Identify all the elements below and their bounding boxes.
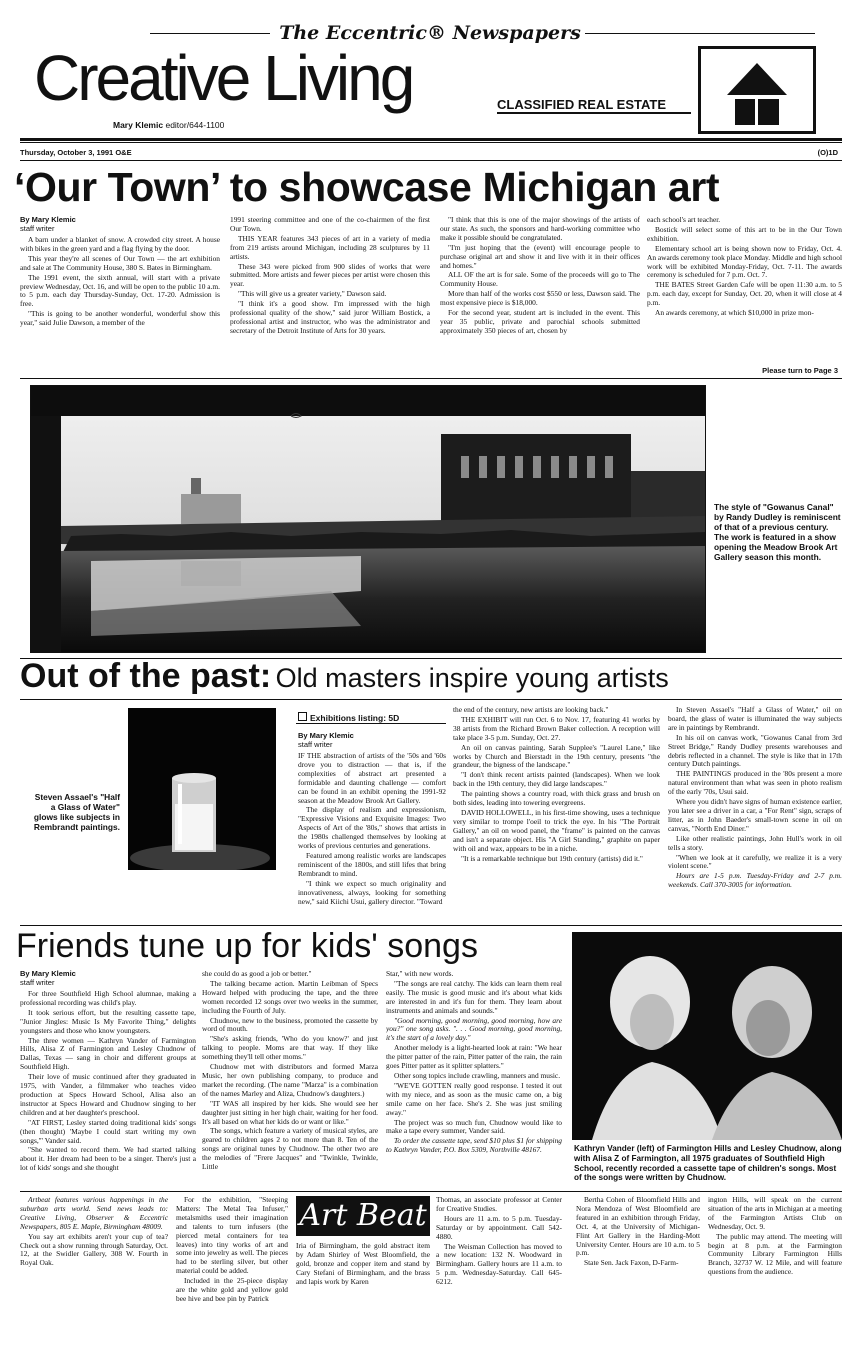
friends-p: "The songs are real catchy. The kids can learn them real easily. The music is good music and it's about what kids are interested in and it's fun for them. They learn about instruments and animals and sounds.": [386, 978, 562, 1015]
past-p: Where you didn't have signs of human existence earlier, you later see a driver in a car, a "For Rent" sign, scraps of litter, as in John Baeder's small-town scene in oil on canvas, "North End Diner.": [668, 797, 842, 833]
friends-col-3: [386, 970, 562, 1188]
past-p: The painting shows a country road, with thick grass and brush on both sides, leading into towering evergreens.: [453, 789, 660, 808]
friends-photo: [572, 932, 842, 1140]
friends-author: By Mary Klemic: [20, 970, 76, 978]
friends-p: she could do as good a job or better.": [202, 970, 312, 978]
friends-p: "AT FIRST, Lesley started doing traditional kids' songs (then thought) 'Maybe I could start writing my own songs,'" Vander said.: [20, 1117, 196, 1145]
lead-author-role: staff writer: [20, 223, 55, 233]
past-p: DAVID HOLLOWELL, in his first-time showing, uses a technique very similar to trompe l'oeil to trick the eye. In his "The Portrait Gallery," an oil on wood panel, the "frame" is painted on the canvas and isn't a separate object. His "A Girl Standing," graphite on paper with oil and wax, appears to be in a niche.: [453, 807, 660, 853]
past-author: By Mary Klemic: [298, 732, 354, 740]
past-p: An oil on canvas painting, Sarah Supplee's "Laurel Lane," like works by Church and Bierstadt in the 19th century, presents "the grandeur, the bigness of the landscape.": [453, 742, 660, 770]
editor-name: Mary Klemic: [113, 120, 164, 130]
friends-p: Their love of music continued after they graduated in 1975, with Vander, a filmmaker who teaches video production at Specs Howard School, Alisa also an instructor at Specs Howard and Chudnow singing to her children and at her daughter's preschool.: [20, 1072, 196, 1117]
lead-jump-link[interactable]: Please turn to Page 3: [762, 366, 838, 375]
friends-p: The songs, which feature a variety of musical styles, are geared to children ages 2 to not more than 8. Ten of the songs are original tunes by Chudnow. The other two are the melodies of "Frere Jacques" and "Twinkle, Twinkle, Little: [202, 1126, 378, 1172]
friends-p: Other song topics include crawling, manners and music.: [394, 1070, 561, 1080]
lead-p: These 343 were picked from 900 slides of works that were submitted. More artists and fewer pieces per artist were chosen this year.: [230, 261, 430, 289]
lead-author: By Mary Klemic: [20, 216, 76, 224]
friends-p: It took serious effort, but the resulting cassette tape, "Junior Jingles: Music Is My Favorite Thing," delights youngsters and those who know youngsters.: [20, 1007, 196, 1035]
past-p: Like other realistic paintings, John Hull's work in oil tells a story.: [668, 833, 842, 852]
past-p: "It is a remarkable technique but 19th century (artists) did it.": [461, 853, 643, 863]
classified-label: CLASSIFIED REAL ESTATE: [497, 97, 691, 114]
lead-p: Bostick will select some of this art to be in the Our Town exhibition.: [647, 224, 842, 243]
lead-p: "I'm just hoping that the (event) will encourage people to purchase original art and show it and live with it in their offices and homes.": [440, 242, 640, 270]
artbeat-col-3: [296, 1242, 430, 1336]
artbeat-logo: Art Beat: [296, 1196, 430, 1236]
artbeat-p: Bertha Cohen of Bloomfield Hills and Nora Mendoza of West Bloomfield are featured in an exhibition through Friday, Oct. 4, at the University of Michigan-Flint Art Gallery in the Harding-Mott University Center. Hours are 10 a.m. to 5 p.m.: [576, 1196, 700, 1258]
past-p: the end of the century, new artists are looking back.": [453, 706, 609, 714]
friends-p: "WE'VE GOTTEN really good response. I tested it out with my niece, and as soon as the music came on, a big smile came on her face. She's 2. She was just smiling away.": [386, 1080, 562, 1117]
lead-p: Elementary school art is being shown now to Friday, Oct. 4. An awards ceremony took place Monday. Middle and high school work will be exhibited Monday-Friday, Oct. 7-11. The awards ceremony is scheduled for 7 p.m. Oct. 7.: [647, 243, 842, 280]
artbeat-p: State Sen. Jack Faxon, D-Farm-: [584, 1258, 679, 1268]
lead-col-2: [230, 216, 430, 378]
lead-col-1: [20, 216, 220, 378]
past-headline-rest: Old masters inspire young artists: [275, 663, 669, 693]
lead-p: 1991 steering committee and one of the co-chairmen of the first Our Town.: [230, 216, 430, 233]
friends-p: "She's asking friends, 'Who do you know?' and just talking to people. Moms are that way. If they like something they'll tell other moms.": [202, 1034, 378, 1062]
lead-p: This year they're all scenes of Our Town — the art exhibition and sale at The Community House, 380 S. Bates in Birmingham.: [20, 253, 220, 272]
past-col-3: [668, 706, 842, 920]
past-p: In his oil on canvas work, "Gowanus Canal from 3rd Street Bridge," Randy Dudley presents warehouses and debris reflected in a channel. The style is like that in 17th century Dutch paintings.: [668, 732, 842, 769]
friends-p: Chudnow met with distributors and formed Marza Music, her own publishing company, to produce and market the recording. (The name "Marza" is a combination of the names Marley and Aliza, Chudnow's daughters.): [202, 1062, 378, 1098]
editor-phone: editor/644-1100: [165, 120, 225, 130]
lead-p: each school's art teacher.: [647, 216, 721, 224]
lead-p: "I think that this is one of the major showings of the artists of our state. As such, the sponsors and hard-working committee who make it possible should be congratulated.: [440, 216, 640, 242]
lead-col-3: [440, 216, 640, 378]
issue-date: Thursday, October 3, 1991 O&E: [20, 148, 132, 157]
artbeat-intro: Artbeat features various happenings in the suburban arts world. Send news leads to: Creative Living, Observer & Eccentric Newspapers, 805 E. Maple, Birmingham 48009.: [20, 1196, 168, 1231]
artbeat-col-4: [436, 1196, 562, 1336]
lead-p: ALL OF the art is for sale. Some of the proceeds will go to The Community House.: [440, 270, 640, 289]
friends-p: Star," with new words.: [386, 970, 454, 978]
friends-p: For three Southfield High School alumnae, making a professional recording was child's play.: [20, 989, 196, 1007]
friends-p: Another melody is a light-hearted look at rain: "We hear the pitter patter of the rain, Pitter patter of the rain, the rain goes Pitter patter as it splitter splatters.": [386, 1043, 562, 1071]
past-p: "When we look at it carefully, we realize it is a very violent scene.": [668, 852, 842, 871]
past-p: "I don't think recent artists painted (landscapes). When we look back in the 19th century, they did large landscapes.": [453, 770, 660, 789]
lead-p: More than half of the works cost $550 or less, Dawson said. The most expensive piece is $18,000.: [440, 289, 640, 308]
past-p: In Steven Assael's "Half a Glass of Water," oil on board, the glass of water is illuminated the way subjects are in paintings by Rembrandt.: [668, 706, 842, 732]
friends-headline: Friends tune up for kids' songs: [16, 927, 478, 965]
lead-p: THIS YEAR features 343 pieces of art in a variety of media from 219 artists around Michigan, including 28 sculptures by 11 artists.: [230, 233, 430, 261]
lead-p: A barn under a blanket of snow. A crowded city street. A house with bikes in the green yard and a flag flying by the door.: [20, 235, 220, 253]
lead-headline: ‘Our Town’ to showcase Michigan art: [14, 164, 720, 210]
friends-p: The three women — Kathryn Vander of Farmington Hills, Alisa Z of Farmington and Lesley Chudnow of Dallas, Texas — sang in choir and different groups at Southfield High.: [20, 1035, 196, 1072]
checkbox-icon: [298, 712, 307, 721]
house-icon: [701, 49, 813, 131]
friends-caption: Kathryn Vander (left) of Farmington Hills and Lesley Chudnow, along with Alisa Z of Farmington, all 1975 graduates of Southfield High School, recently recorded a cassette tape of children's songs. Most of the songs were written by Chudnow.: [574, 1144, 842, 1183]
friends-p: The project was so much fun, Chudnow would like to make a tape every summer, Vander said.: [386, 1117, 562, 1136]
lead-col-4: [647, 216, 842, 366]
lead-p: THE BATES Street Garden Cafe will be open 11:30 a.m. to 5 p.m. each day, except for Sunday, Oct. 20, when it will close at 4 p.m.: [647, 280, 842, 308]
past-hours: Hours are 1-5 p.m. Tuesday-Friday and 2-7 p.m. weekends. Call 370-3005 for information.: [668, 871, 842, 890]
artbeat-col-6: [708, 1196, 842, 1336]
lead-p: For the second year, student art is included in the event. This year 35 public, private and parochial schools submitted approximately 350 pieces of art, chosen by: [440, 308, 640, 335]
lead-p: "This will give us a greater variety," Dawson said.: [238, 289, 387, 299]
artbeat-col-1: [20, 1196, 168, 1336]
page-number: (O)1D: [817, 148, 838, 157]
listing-label: Exhibitions listing: 5D: [310, 713, 400, 723]
past-p: Featured among realistic works are landscapes reminiscent of the 1800s, and still lifes that bring Rembrandt to mind.: [298, 850, 446, 878]
past-p: IF THE abstraction of artists of the '50s and '60s drove you to distraction — that is, if the complexities of abstract art presented a formidable and daunting challenge — comfort can be found in an exhibit opening the 1991-92 season at the Meadow Brook Art Gallery.: [298, 751, 446, 805]
section-title: Creative Living: [34, 42, 413, 114]
artbeat-p: Hours are 11 a.m. to 5 p.m. Tuesday-Saturday or by appointment. Call 542-4880.: [436, 1213, 562, 1241]
artbeat-p: For the exhibition, "Steeping Matters: The Metal Tea Infuser," metalsmiths used their imagination and talents to turn infusers (the pierced metal containers for tea leaves) into tiny works of art and some into jewelry as well. The pieces had to be sterling silver, but other material could be added.: [176, 1196, 288, 1276]
past-col-1: [298, 732, 446, 920]
past-p: THE EXHIBIT will run Oct. 6 to Nov. 17, featuring 41 works by 38 artists from the Richard Brown Baker collection. A reception will take place 3-5 p.m. Sunday, Oct. 27.: [453, 714, 660, 742]
gowanus-canal-photo: [30, 385, 706, 653]
artbeat-p: Included in the 25-piece display are the white gold and yellow gold bee hive and bee pin by Patrick: [176, 1276, 288, 1303]
artbeat-p: ington Hills, will speak on the current situation of the arts in Michigan at a meeting of the Farmington Artists Club on Wednesday, Oct. 9.: [708, 1196, 842, 1231]
friends-p: "Good morning, good morning, good morning, how are you?" one song asks. ". . . Good morning, good morning, it's the start of a lovely day.": [386, 1015, 562, 1043]
artbeat-p: Iria of Birmingham, the gold abstract item by Adam Shirley of West Bloomfield, the gold, bronze and copper item and stand by Cary Stefani of Birmingham, and the brass and lapis work by Karen: [296, 1242, 430, 1286]
friends-p: "IT WAS all inspired by her kids. She would see her daughter just sitting in her high chair, waiting for her food. It's all based on what her kids do or want or like.": [202, 1098, 378, 1126]
friends-p: "She wanted to record them. We had started talking about it. Her dream had been to be a singer. There's just a lot of kids' songs and she thought: [20, 1145, 196, 1173]
lead-p: The 1991 event, the sixth annual, will start with a private preview Wednesday, Oct. 16, and will be open to the public 10 a.m. to 5 p.m. each day Thursday-Sunday, Oct. 17-20. Admission is free.: [20, 272, 220, 309]
past-headline-bold: Out of the past:: [20, 657, 272, 695]
house-logo: [698, 46, 816, 134]
artbeat-col-5: [576, 1196, 700, 1336]
artbeat-p: You say art exhibits aren't your cup of tea? Check out a show running through Saturday, Oct. 12, at the Swidler Gallery, 308 W. Fourth in Royal Oak.: [20, 1231, 168, 1268]
friends-author-role: staff writer: [20, 977, 55, 987]
past-p: THE PAINTINGS produced in the '80s present a more natural environment than what was seen in photo realism of the early '70s, Usui said.: [668, 769, 842, 797]
half-glass-photo: [128, 708, 276, 870]
friends-col-2: [202, 970, 378, 1188]
lead-p: "This is going to be another wonderful, wonderful show this year," said Julie Dawson, a member of the: [20, 309, 220, 328]
past-p: "I think we expect so much originality and innovativeness, always, looking for something new," said Kiichi Usui, gallery director. "Toward: [298, 878, 446, 906]
artbeat-col-2: [176, 1196, 288, 1336]
past-author-role: staff writer: [298, 739, 333, 749]
friends-p: The talking became action. Martin Leibman of Specs Howard helped with producing the tape, and the three women recorded 12 songs over two weeks in the summer, including the Fourth of July.: [202, 978, 378, 1015]
artbeat-p: The public may attend. The meeting will begin at 8 p.m. at the Farmington Community Library Farmington Hills Branch, 32737 W. 12 Mile, and will feature questions from the audience.: [708, 1231, 842, 1277]
gowanus-caption: The style of "Gowanus Canal" by Randy Dudley is reminiscent of that of a previous century. The work is featured in a show opening the Meadow Brook Art Gallery season this month.: [714, 502, 841, 562]
friends-order: To order the cassette tape, send $10 plus $1 for shipping to Kathryn Vander, P.O. Box 5309, Northville 48167.: [386, 1136, 562, 1155]
artbeat-p: Thomas, an associate professor at Center for Creative Studies.: [436, 1196, 562, 1213]
paper-nameplate: The Eccentric® Newspapers: [279, 22, 581, 44]
past-p: The display of realism and expressionism, "Expressive Visions and Exquisite Images: Two Aspects of Art of the '80s," shows that artists in the 1980s challenged themselves by looking at works of previous centuries and generations.: [298, 805, 446, 851]
glass-photo-caption: Steven Assael's "Half a Glass of Water" glows like subjects in Rembrandt paintings.: [33, 792, 120, 832]
lead-p: "I think it's a good show. I'm impressed with the high professional quality of the show," said juror William Bostick, a professional artist and instructor, who was the administrator and secretary of the Detroit Institute of Arts for 30 years.: [230, 299, 430, 335]
lead-p: An awards ceremony, at which $10,000 in prize mon-: [655, 308, 814, 318]
friends-p: Chudnow, new to the business, promoted the cassette by word of mouth.: [202, 1015, 378, 1034]
past-col-2: [453, 706, 660, 920]
past-headline: [20, 656, 844, 703]
exhibitions-listing-link[interactable]: [298, 712, 399, 723]
editor-line: [113, 120, 224, 130]
friends-col-1: [20, 970, 196, 1188]
artbeat-p: The Weisman Collection has moved to a new location: 132 N. Woodward in Birmingham. Gallery hours are 11 a.m. to 5 p.m. Wednesday-Saturday. Call 645-6212.: [436, 1241, 562, 1287]
